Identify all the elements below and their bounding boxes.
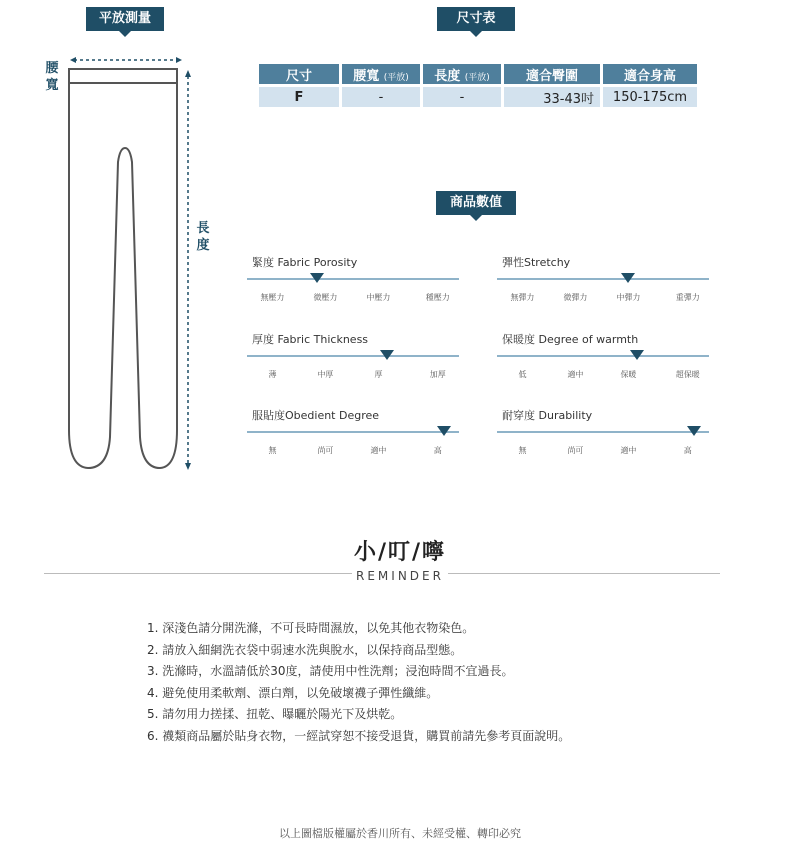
slider-block <box>497 254 709 304</box>
reminder-list <box>147 618 570 747</box>
list-item: 1. 深淺色請分開洗滌，不可長時間濕放，以免其他衣物染色。 <box>147 621 475 635</box>
size-table-cell: 33-43吋 <box>504 87 600 107</box>
size-table-header: 長度 (平放) <box>423 64 501 84</box>
slider-block <box>247 407 459 457</box>
slider-level-label: 重彈力 <box>675 293 700 302</box>
slider-track <box>247 278 459 280</box>
slider-level-label: 中厚 <box>317 370 334 379</box>
slider-level-label: 低 <box>518 370 527 379</box>
slider-block <box>247 331 459 381</box>
tights-diagram-icon <box>60 52 200 477</box>
slider-level-label: 尚可 <box>567 446 584 455</box>
size-table <box>256 61 700 110</box>
slider-level-label: 厚 <box>374 370 383 379</box>
slider-track <box>247 431 459 433</box>
slider-level-label: 超保暖 <box>675 370 700 379</box>
slider-level-label: 無彈力 <box>510 293 535 302</box>
list-item: 3. 洗滌時，水溫請低於30度，請使用中性洗劑；浸泡時間不宜過長。 <box>147 664 514 678</box>
list-item: 4. 避免使用柔軟劑、漂白劑，以免破壞襪子彈性纖維。 <box>147 685 439 700</box>
slider-title: 服貼度Obedient Degree <box>252 409 380 422</box>
slider-level-label: 中彈力 <box>616 293 641 302</box>
list-item: 6. 襪類商品屬於貼身衣物，一經試穿恕不接受退貨，購買前請先參考頁面說明。 <box>147 728 571 743</box>
slider-title: 緊度 Fabric Porosity <box>252 256 358 269</box>
slider-level-label: 保暖 <box>620 370 637 379</box>
slider-level-label: 微壓力 <box>313 293 338 302</box>
slider-marker-icon <box>621 273 635 283</box>
slider-level-label: 無 <box>518 446 527 455</box>
reminder-subtitle: REMINDER <box>352 569 448 583</box>
slider-level-label: 無壓力 <box>260 293 285 302</box>
measure-header: 平放測量 <box>86 7 164 31</box>
product-values-header: 商品數值 <box>436 191 516 215</box>
slider-block <box>497 407 709 457</box>
slider-title: 厚度 Fabric Thickness <box>252 333 369 346</box>
size-table-cell: - <box>342 87 420 107</box>
slider-level-label: 微彈力 <box>563 293 588 302</box>
slider-marker-icon <box>310 273 324 283</box>
size-table-cell: 150-175cm <box>603 87 697 107</box>
slider-title: 彈性Stretchy <box>502 256 571 269</box>
size-table-header-row <box>259 64 697 84</box>
slider-marker-icon <box>687 426 701 436</box>
slider-level-label: 無 <box>268 446 277 455</box>
slider-block <box>497 331 709 381</box>
slider-marker-icon <box>630 350 644 360</box>
slider-track <box>497 278 709 280</box>
size-table-cell: F <box>259 87 339 107</box>
slider-title: 保暖度 Degree of warmth <box>502 333 639 346</box>
size-table-header: 適合身高 <box>603 64 697 84</box>
slider-track <box>497 431 709 433</box>
waist-label: 腰寬 <box>45 61 59 93</box>
slider-block <box>247 254 459 304</box>
slider-level-label: 尚可 <box>317 446 334 455</box>
size-table-header: 適合臀圍 <box>504 64 600 84</box>
size-table-header: 腰寬 (平放) <box>342 64 420 84</box>
slider-level-label: 適中 <box>620 446 637 455</box>
slider-level-label: 高 <box>683 446 692 455</box>
slider-level-label: 種壓力 <box>425 293 450 302</box>
size-header: 尺寸表 <box>437 7 515 31</box>
slider-track <box>247 355 459 357</box>
slider-level-label: 中壓力 <box>366 293 391 302</box>
copyright-footer: 以上圖檔版權屬於香川所有、未經受權、轉印必究 <box>279 827 521 840</box>
size-table-cell: - <box>423 87 501 107</box>
slider-level-label: 加厚 <box>429 370 446 379</box>
size-table-row <box>259 87 697 107</box>
slider-level-label: 薄 <box>268 370 277 379</box>
slider-marker-icon <box>437 426 451 436</box>
slider-marker-icon <box>380 350 394 360</box>
length-label: 長度 <box>196 221 210 253</box>
slider-title: 耐穿度 Durability <box>502 409 593 422</box>
slider-level-label: 適中 <box>370 446 387 455</box>
list-item: 2. 請放入細網洗衣袋中弱速水洗與脫水，以保持商品型態。 <box>147 642 463 657</box>
size-table-header: 尺寸 <box>259 64 339 84</box>
slider-level-label: 高 <box>433 446 442 455</box>
list-item: 5. 請勿用力搓揉、扭乾、曝曬於陽光下及烘乾。 <box>147 707 403 721</box>
reminder-title: 小/叮/嚀 <box>353 540 447 565</box>
slider-level-label: 適中 <box>567 370 584 379</box>
slider-track <box>497 355 709 357</box>
